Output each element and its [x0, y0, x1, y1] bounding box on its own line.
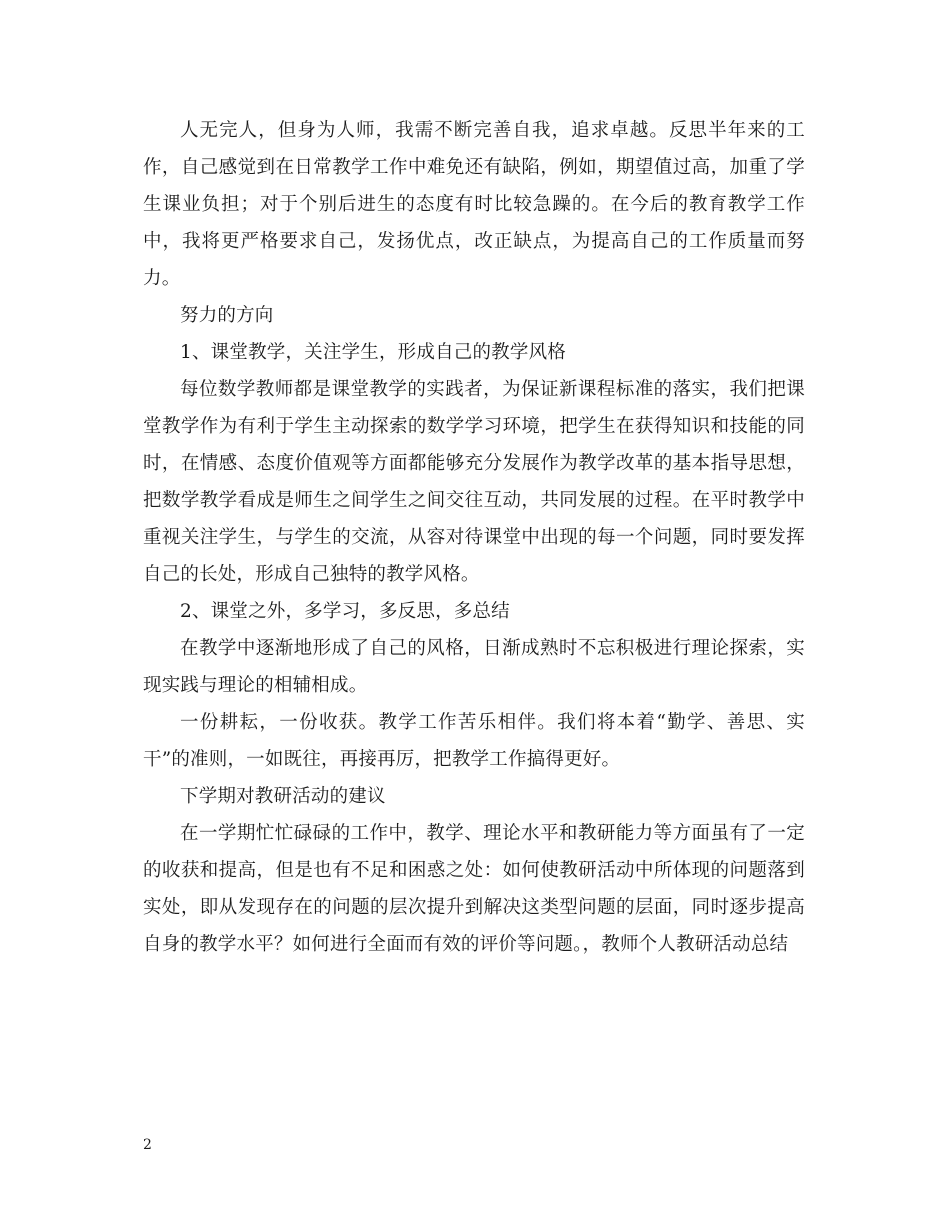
- subheading-classroom-teaching: 1、课堂教学，关注学生，形成自己的教学风格: [180, 342, 566, 363]
- paragraph-classroom-practice: 每位数学教师都是课堂教学的实践者，为保证新课程标准的落实，我们把课堂教学作为有利于学生主动探索的数学学习环境，把学生在获得知识和技能的同时，在情感、态度价值观等方面都能够充分发展作为教学改革的基本指导思想，把数学教学看成是师生之间学生之间交往互动，共同发展的过程。在平时教学中重视关注学生，与学生的交流，从容对待课堂中出现的每一个问题，同时要发挥自己的长处，形成自己独特的教学风格。: [143, 379, 805, 585]
- page-number: 2: [143, 1137, 152, 1153]
- heading-direction: 努力的方向: [180, 305, 274, 326]
- document-body: [143, 112, 805, 963]
- paragraph-suggestions: 在一学期忙忙碌碌的工作中，教学、理论水平和教研能力等方面虽有了一定的收获和提高，但是也有不足和困惑之处：如何使教研活动中所体现的问题落到实处，即从发现存在的问题的层次提升到解决这类型问题的层面，同时逐步提高自身的教学水平？如何进行全面而有效的评价等问题。，教师个人教研活动总结: [143, 823, 805, 955]
- heading-suggestions: 下学期对教研活动的建议: [180, 786, 386, 807]
- subheading-outside-classroom: 2、课堂之外，多学习，多反思，多总结: [180, 601, 510, 622]
- paragraph-reflection: 人无完人，但身为人师，我需不断完善自我，追求卓越。反思半年来的工作，自己感觉到在日常教学工作中难免还有缺陷，例如，期望值过高，加重了学生课业负担；对于个别后进生的态度有时比较急躁的。在今后的教育教学工作中，我将更严格要求自己，发扬优点，改正缺点，为提高自己的工作质量而努力。: [143, 120, 805, 289]
- paragraph-theory-exploration: 在教学中逐渐地形成了自己的风格，日渐成熟时不忘积极进行理论探索，实现实践与理论的相辅相成。: [143, 638, 805, 696]
- paragraph-harvest: 一份耕耘，一份收获。教学工作苦乐相伴。我们将本着“勤学、善思、实干”的准则，一如既往，再接再厉，把教学工作搞得更好。: [143, 712, 805, 770]
